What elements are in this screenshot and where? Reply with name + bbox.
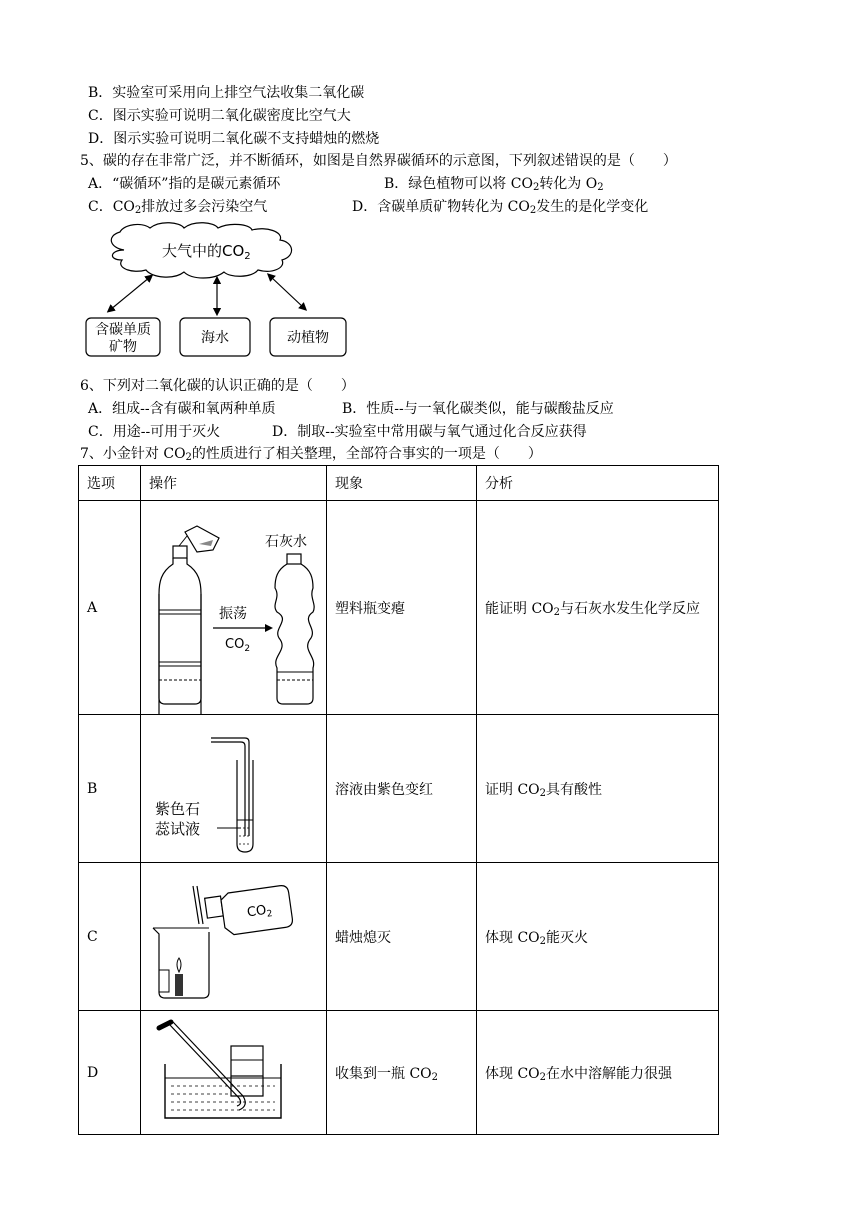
q4-option-d: D．图示实验可说明二氧化碳不支持蜡烛的燃烧 [88,131,380,147]
row-phenomenon: 塑料瓶变瘪 [327,501,477,715]
row-phenomenon: 蜡烛熄灭 [327,863,477,1011]
q4-option-b: B．实验室可采用向上排空气法收集二氧化碳 [88,85,365,101]
figure-cell [141,1011,327,1135]
q5-option-c: C．$CO_2$排放过多会污染空气 [88,199,268,216]
water-collection-figure [141,1012,327,1134]
q5-option-b: B．绿色植物可以将 $CO_2$转化为 $O_2$ [384,176,604,193]
figure-cell [141,715,327,863]
q7-table [78,465,719,1135]
header-phenomenon: 现象 [327,466,477,501]
svg-text:动植物: 动植物 [287,330,329,346]
bottle-experiment-figure [141,502,327,714]
row-analysis: 证明 $CO_2$具有酸性 [477,715,719,863]
q6-option-d: D．制取--实验室中常用碳与氧气通过化合反应获得 [272,424,587,440]
header-operation: 操作 [141,466,327,501]
svg-text:振荡: 振荡 [219,605,247,622]
svg-text:含碳单质: 含碳单质 [95,322,151,338]
svg-text:矿物: 矿物 [109,339,137,355]
header-analysis: 分析 [477,466,719,501]
svg-text:CO2: $CO_2$ [225,636,251,654]
table-row [79,715,719,863]
svg-text:石灰水: 石灰水 [265,533,307,550]
carbon-cycle-diagram [80,222,360,364]
row-analysis: 能证明 $CO_2$与石灰水发生化学反应 [477,501,719,715]
table-row [79,1011,719,1135]
table-row [79,863,719,1011]
header-option: 选项 [79,466,141,501]
q7-stem: 7、小金针对 $CO_2$的性质进行了相关整理，全部符合事实的一项是（ ） [80,446,542,463]
table-header-row [79,466,719,501]
q6-stem: 6、下列对二氧化碳的认识正确的是（ ） [80,378,355,394]
figure-cell [141,501,327,715]
row-option: B [79,715,141,863]
row-phenomenon: 收集到一瓶 $CO_2$ [327,1011,477,1135]
row-option: A [79,501,141,715]
q5-option-a: A．“碳循环”指的是碳元素循环 [88,176,281,192]
svg-text:蕊试液: 蕊试液 [155,819,201,838]
row-phenomenon: 溶液由紫色变红 [327,715,477,863]
q5-option-d: D．含碳单质矿物转化为 $CO_2$发生的是化学变化 [352,199,649,216]
table-row [79,501,719,715]
q6-option-c: C．用途--可用于灭火 [88,424,221,440]
cloud-label: 大气中的$CO_2$ [162,242,251,262]
q5-stem: 5、碳的存在非常广泛，并不断循环，如图是自然界碳循环的示意图，下列叙述错误的是（ ） [80,153,677,169]
svg-text:CO2: $CO_2$ [246,902,274,920]
row-option: D [79,1011,141,1135]
svg-text:海水: 海水 [201,330,229,346]
test-tube-figure [141,716,327,862]
q6-option-b: B．性质--与一氧化碳类似，能与碳酸盐反应 [342,401,614,417]
row-option: C [79,863,141,1011]
svg-text:紫色石: 紫色石 [155,799,201,818]
row-analysis: 体现 $CO_2$在水中溶解能力很强 [477,1011,719,1135]
figure-cell [141,863,327,1011]
row-analysis: 体现 $CO_2$能灭火 [477,863,719,1011]
q6-option-a: A．组成--含有碳和氧两种单质 [88,401,276,417]
q4-option-c: C．图示实验可说明二氧化碳密度比空气大 [88,108,351,124]
candle-beaker-figure [141,864,327,1010]
